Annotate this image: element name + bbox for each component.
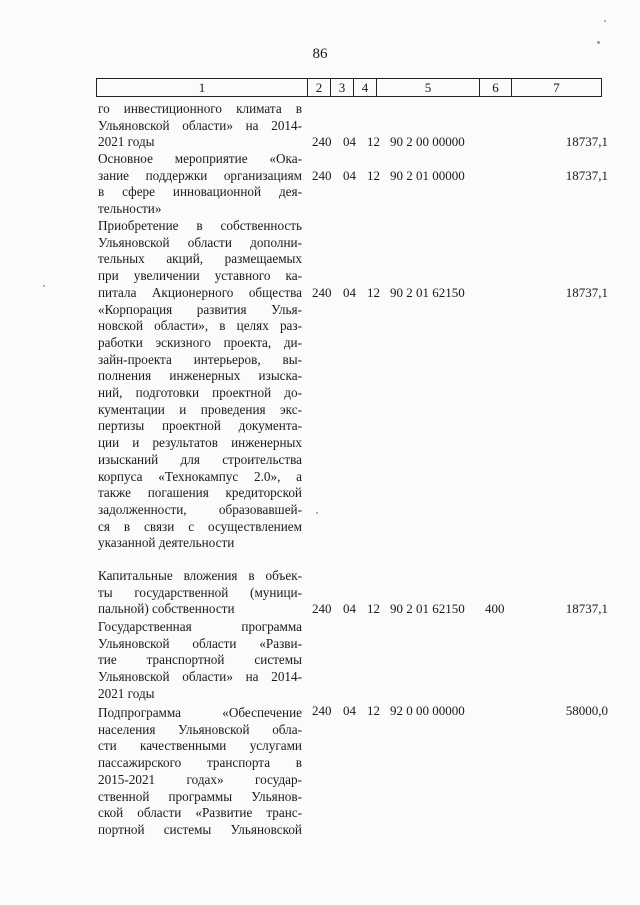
- description-line: в сфере инновационной дея-: [98, 184, 302, 200]
- subsection-code: 12: [367, 284, 380, 300]
- column-header: 7: [512, 79, 602, 97]
- scan-speck: [43, 285, 45, 287]
- description-line: новской области», в целях раз-: [98, 318, 302, 334]
- grbs-code: 240: [312, 601, 332, 617]
- subsection-code: 12: [367, 167, 380, 183]
- expense-type-code: 400: [485, 601, 505, 617]
- description-line: тие транспортной системы: [98, 652, 302, 668]
- column-header: 4: [354, 79, 377, 97]
- description-line: Государственная программа: [98, 619, 302, 634]
- amount: 18737,1: [565, 167, 608, 183]
- description-line: сти качественными услугами: [98, 738, 302, 754]
- description-line: Ульяновской области» на 2014-: [98, 669, 302, 685]
- description-line: изысканий для строительства: [98, 451, 302, 467]
- description-line: ции и результатов инженерных: [98, 435, 302, 451]
- description-line: Ульяновской области» на 2014-: [98, 117, 302, 133]
- description-line: полнения инженерных изыска-: [98, 368, 302, 384]
- description-line: Капитальные вложения в объек-: [98, 568, 302, 583]
- target-article-code: 90 2 00 00000: [390, 134, 465, 150]
- amount: 58000,0: [565, 702, 608, 718]
- description-line: Ульяновской области дополни-: [98, 234, 302, 250]
- description-line: ся в связи с осуществлением: [98, 518, 302, 534]
- description-line: тельности»: [98, 201, 162, 217]
- row-description: [98, 619, 302, 703]
- description-line: пальной) собственности: [98, 601, 235, 617]
- description-line: населения Ульяновской обла-: [98, 721, 302, 737]
- description-line: кументации и проведения экс-: [98, 401, 302, 417]
- scan-speck: [597, 41, 600, 44]
- description-line: также погашения кредиторской: [98, 485, 302, 501]
- grbs-code: 240: [312, 702, 332, 718]
- description-line: ты государственной (муници-: [98, 584, 302, 600]
- description-line: Приобретение в собственность: [98, 218, 302, 233]
- target-article-code: 90 2 01 62150: [390, 601, 465, 617]
- subsection-code: 12: [367, 702, 380, 718]
- description-line: тельных акций, размещаемых: [98, 251, 302, 267]
- amount: 18737,1: [565, 601, 608, 617]
- column-header: 1: [97, 79, 308, 97]
- description-line: корпуса «Технокампус 2.0», а: [98, 468, 302, 484]
- column-header: 3: [331, 79, 354, 97]
- description-line: указанной деятельности: [98, 535, 235, 551]
- scan-speck: [316, 512, 318, 514]
- section-code: 04: [343, 702, 356, 718]
- description-line: ственной программы Ульянов-: [98, 788, 302, 804]
- target-article-code: 90 2 01 00000: [390, 167, 465, 183]
- description-line: задолженности, образовавшей-: [98, 501, 302, 517]
- row-description: [98, 101, 302, 151]
- description-line: при увеличении уставного ка-: [98, 268, 302, 284]
- description-line: пертизы проектной документа-: [98, 418, 302, 434]
- row-description: [98, 568, 302, 618]
- description-line: питала Акционерного общества: [98, 284, 302, 300]
- description-line: Основное мероприятие «Ока-: [98, 151, 302, 166]
- section-code: 04: [343, 134, 356, 150]
- description-line: Подпрограмма «Обеспечение: [98, 705, 302, 720]
- description-line: портной системы Ульяновской: [98, 821, 302, 837]
- page-number: 86: [312, 46, 328, 62]
- target-article-code: 90 2 01 62150: [390, 284, 465, 300]
- row-description: [98, 151, 302, 218]
- column-header-row: [97, 79, 602, 97]
- row-description: [98, 705, 302, 839]
- description-line: «Корпорация развития Улья-: [98, 301, 302, 317]
- description-line: го инвестиционного климата в: [98, 101, 302, 116]
- column-header: 6: [480, 79, 512, 97]
- column-header: 2: [308, 79, 331, 97]
- description-line: работки эскизного проекта, ди-: [98, 334, 302, 350]
- scan-speck: [604, 20, 606, 22]
- section-code: 04: [343, 167, 356, 183]
- description-line: 2021 годы: [98, 134, 155, 150]
- row-description: [98, 218, 302, 552]
- description-line: пассажирского транспорта в: [98, 755, 302, 771]
- description-line: 2015-2021 годах» государ-: [98, 771, 302, 787]
- subsection-code: 12: [367, 134, 380, 150]
- description-line: зание поддержки организациям: [98, 167, 302, 183]
- subsection-code: 12: [367, 601, 380, 617]
- column-header-table: [96, 78, 602, 97]
- grbs-code: 240: [312, 167, 332, 183]
- description-line: Ульяновской области «Разви-: [98, 635, 302, 651]
- section-code: 04: [343, 284, 356, 300]
- description-line: ний, подготовки проектной до-: [98, 385, 302, 401]
- column-header: 5: [377, 79, 480, 97]
- grbs-code: 240: [312, 134, 332, 150]
- grbs-code: 240: [312, 284, 332, 300]
- amount: 18737,1: [565, 134, 608, 150]
- description-line: 2021 годы: [98, 685, 155, 701]
- description-line: зайн-проекта интерьеров, вы-: [98, 351, 302, 367]
- section-code: 04: [343, 601, 356, 617]
- amount: 18737,1: [565, 284, 608, 300]
- description-line: ской области «Развитие транс-: [98, 805, 302, 821]
- target-article-code: 92 0 00 00000: [390, 702, 465, 718]
